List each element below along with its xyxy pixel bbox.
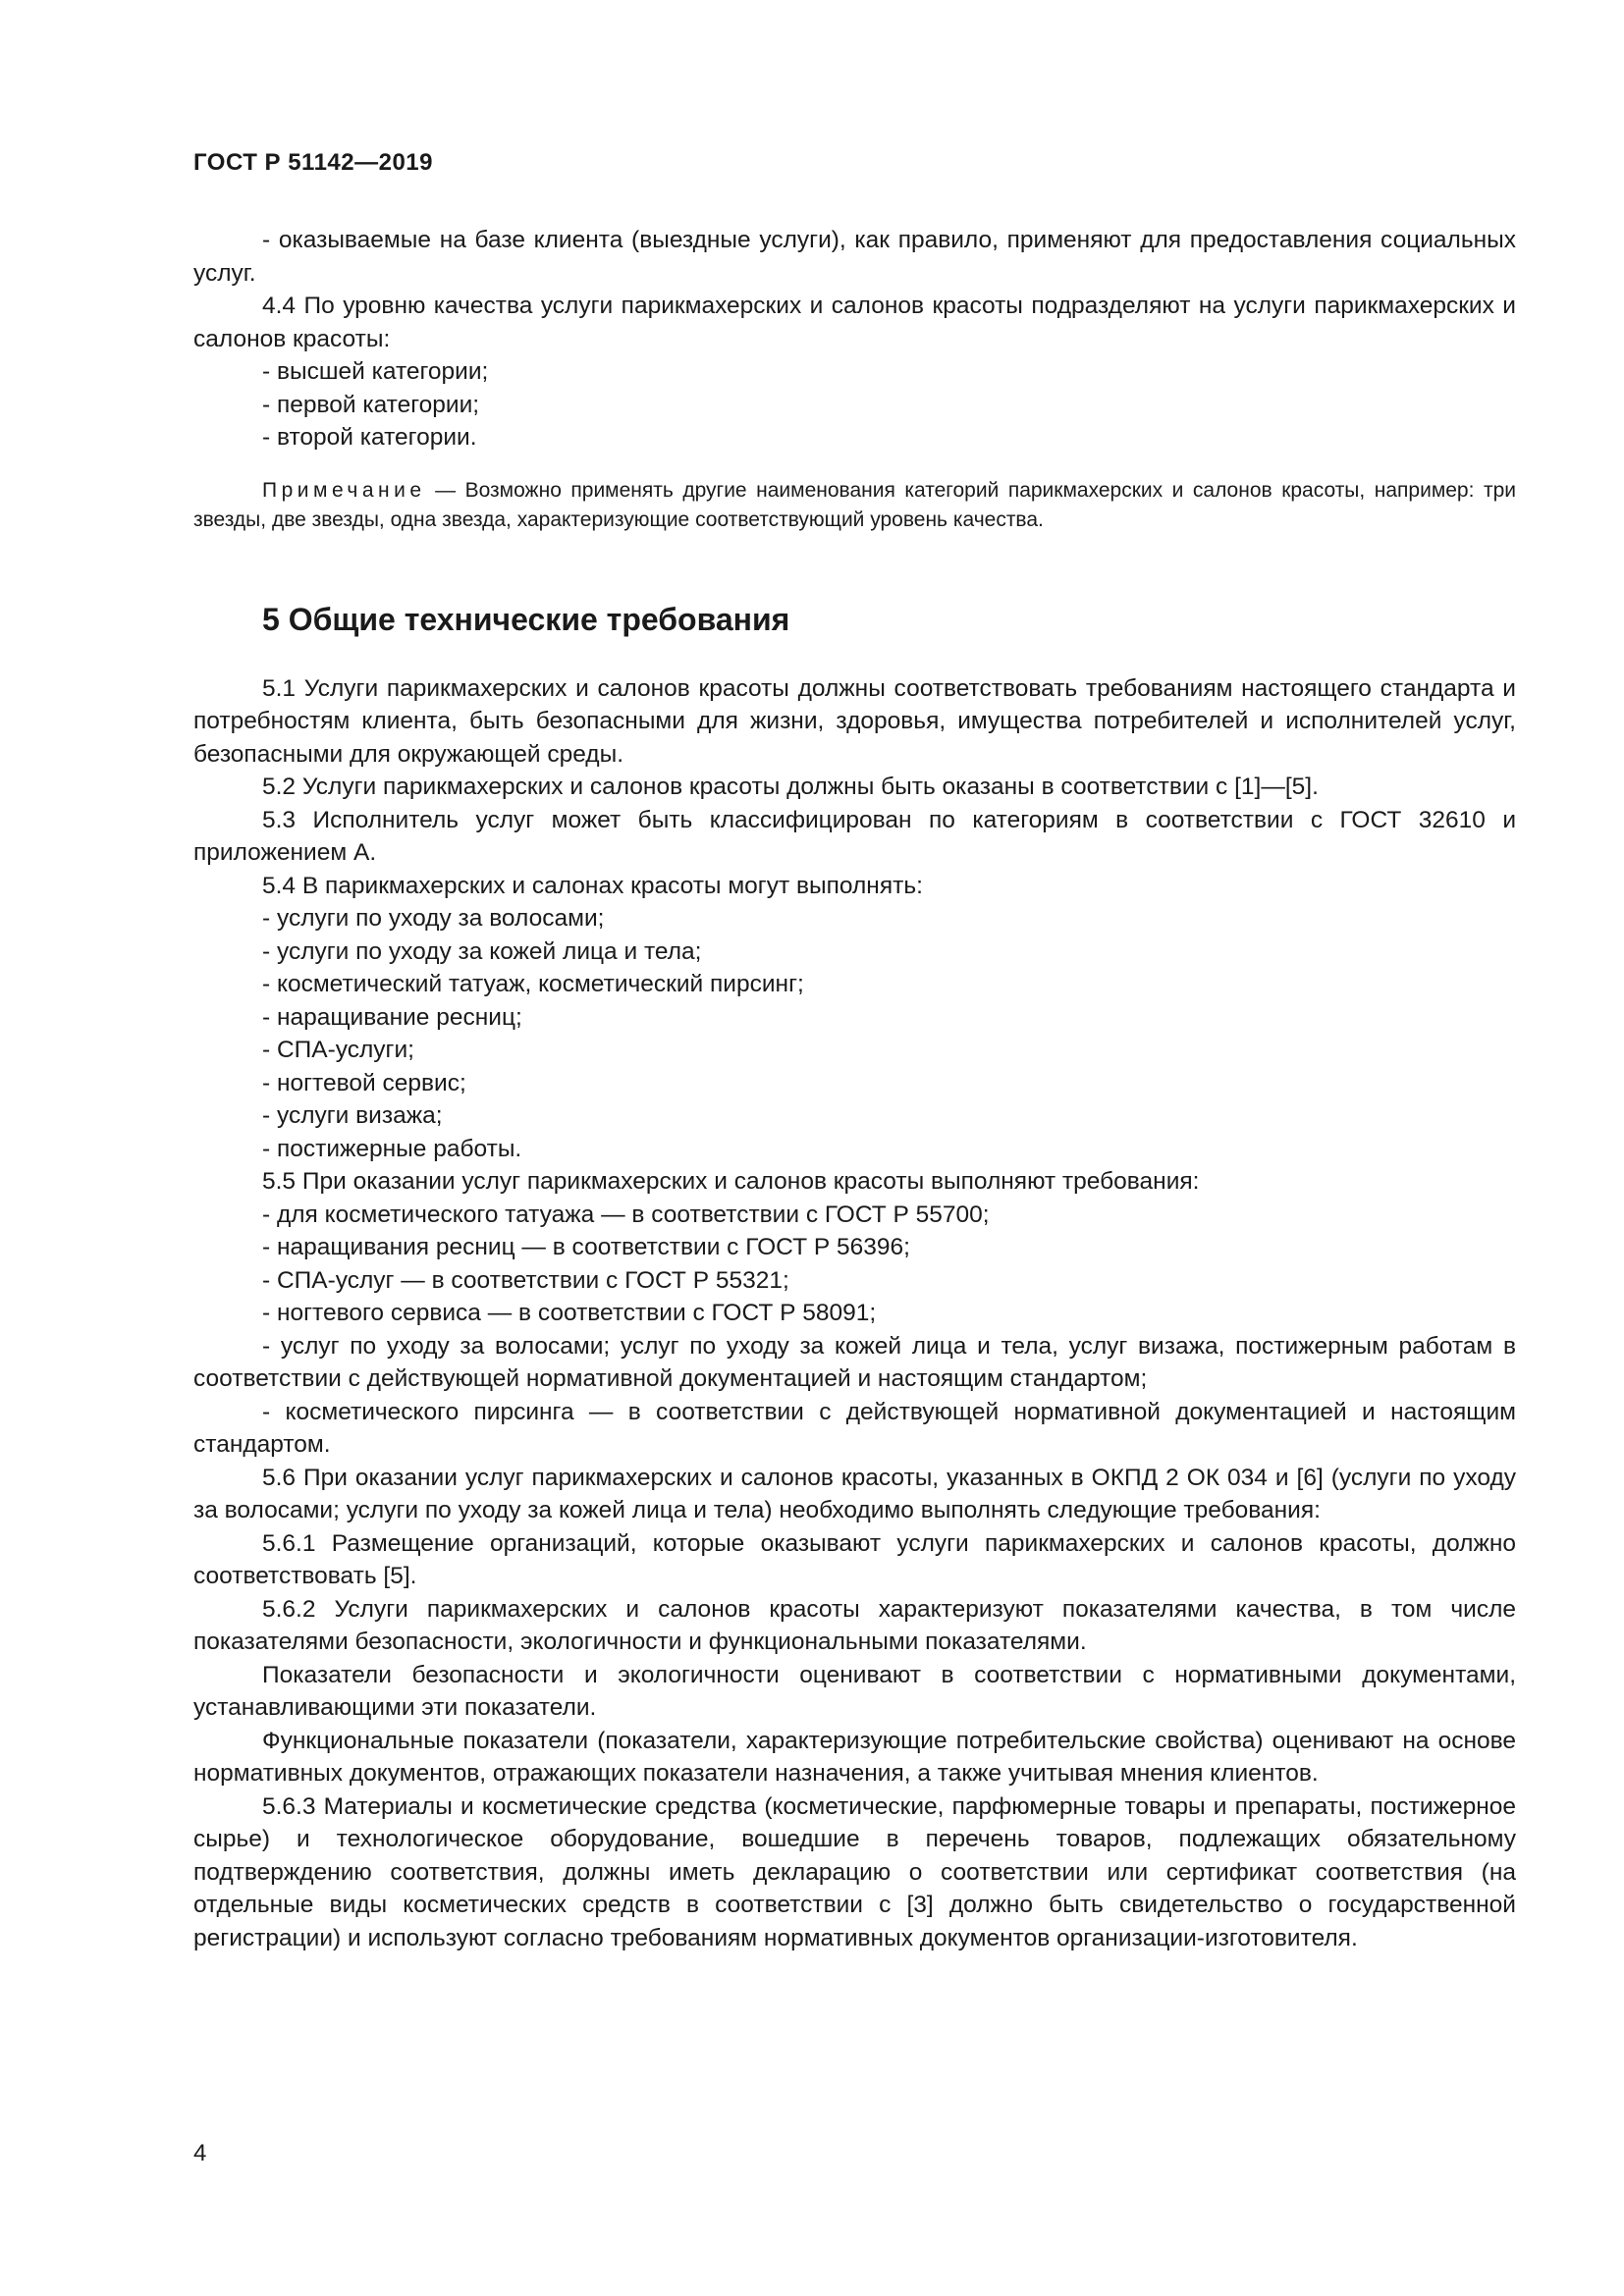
paragraph-5-3: 5.3 Исполнитель услуг может быть классифицирован по категориям в соответствии с ГОСТ 32610 и приложением А.	[193, 806, 1516, 866]
paragraph-5-6-2: 5.6.2 Услуги парикмахерских и салонов красоты характеризуют показателями качества, в том числе показателями безопасности, экологичности и функциональными показателями.	[193, 1595, 1516, 1655]
paragraph-5-1: 5.1 Услуги парикмахерских и салонов красоты должны соответствовать требованиям настоящего стандарта и потребностям клиента, быть безопасными для жизни, здоровья, имущества потребителей и исполнителей услуг, безопасными для окружающей среды.	[193, 674, 1516, 768]
note-label: Примечание	[262, 478, 426, 502]
list-item: - косметического пирсинга — в соответствии с действующей нормативной документацией и настоящим стандартом.	[193, 1398, 1516, 1458]
list-item: - первой категории;	[262, 391, 480, 418]
list-item: - косметический татуаж, косметический пирсинг;	[262, 971, 804, 997]
document-body	[193, 224, 1516, 1954]
list-item: - ногтевой сервис;	[262, 1069, 466, 1096]
list-item: - ногтевого сервиса — в соответствии с ГОСТ Р 58091;	[262, 1300, 877, 1326]
paragraph-5-6: 5.6 При оказании услуг парикмахерских и салонов красоты, указанных в ОКПД 2 ОК 034 и [6] (услуги по уходу за волосами; услуги по уходу за кожей лица и тела) необходимо выполнять следующие требования:	[193, 1464, 1516, 1523]
list-item: - наращивания ресниц — в соответствии с ГОСТ Р 56396;	[262, 1234, 910, 1260]
paragraph-5-5: 5.5 При оказании услуг парикмахерских и салонов красоты выполняют требования:	[262, 1168, 1200, 1195]
document-header: ГОСТ Р 51142—2019	[193, 149, 433, 176]
paragraph-5-6-3: 5.6.3 Материалы и косметические средства (косметические, парфюмерные товары и препараты, постижерное сырье) и технологическое оборудование, вошедшие в перечень товаров, подлежащих обязательному подтверждению соответствия, должны иметь декларацию о соответствии или сертификат соответствия (на отдельные виды косметических средств в соответствии с [3] должно быть свидетельство о государственной регистрации) и используют согласно требованиям нормативных документов организации-изготовителя.	[193, 1792, 1516, 1951]
paragraph-5-2: 5.2 Услуги парикмахерских и салонов красоты должны быть оказаны в соответствии с [1]—[5].	[262, 774, 1319, 800]
list-item: - услуг по уходу за волосами; услуг по уходу за кожей лица и тела, услуг визажа, постижерным работам в соответствии с действующей нормативной документацией и настоящим стандартом;	[193, 1332, 1516, 1392]
section-title: 5 Общие технические требования	[262, 601, 790, 637]
paragraph-5-4: 5.4 В парикмахерских и салонах красоты могут выполнять:	[262, 872, 923, 899]
list-item: - для косметического татуажа — в соответствии с ГОСТ Р 55700;	[262, 1201, 990, 1228]
paragraph-5-6-1: 5.6.1 Размещение организаций, которые оказывают услуги парикмахерских и салонов красоты, должно соответствовать [5].	[193, 1529, 1516, 1589]
list-item: - услуги визажа;	[262, 1102, 443, 1129]
list-item: - второй категории.	[262, 424, 477, 451]
list-item: - услуги по уходу за волосами;	[262, 905, 605, 932]
paragraph: - оказываемые на базе клиента (выездные услуги), как правило, применяют для предоставления социальных услуг.	[193, 227, 1516, 287]
note-text: — Возможно применять другие наименования категорий парикмахерских и салонов красоты, например: три звезды, две звезды, одна звезда, характеризующие соответствующий уровень качества.	[193, 478, 1516, 531]
list-item: - СПА-услуги;	[262, 1037, 414, 1063]
list-item: - высшей категории;	[262, 358, 489, 385]
page-number: 4	[193, 2140, 207, 2166]
paragraph-4-4: 4.4 По уровню качества услуги парикмахерских и салонов красоты подразделяют на услуги парикмахерских и салонов красоты:	[193, 293, 1516, 352]
list-item: - СПА-услуг — в соответствии с ГОСТ Р 55321;	[262, 1266, 789, 1294]
list-item: - постижерные работы.	[262, 1135, 522, 1162]
paragraph: Показатели безопасности и экологичности оценивают в соответствии с нормативными документами, устанавливающими эти показатели.	[193, 1661, 1516, 1721]
paragraph: Функциональные показатели (показатели, характеризующие потребительские свойства) оценивают на основе нормативных документов, отражающих показатели назначения, а также учитывая мнения клиентов.	[193, 1727, 1516, 1787]
list-item: - наращивание ресниц;	[262, 1003, 522, 1031]
list-item: - услуги по уходу за кожей лица и тела;	[262, 937, 702, 965]
note	[193, 476, 1516, 535]
